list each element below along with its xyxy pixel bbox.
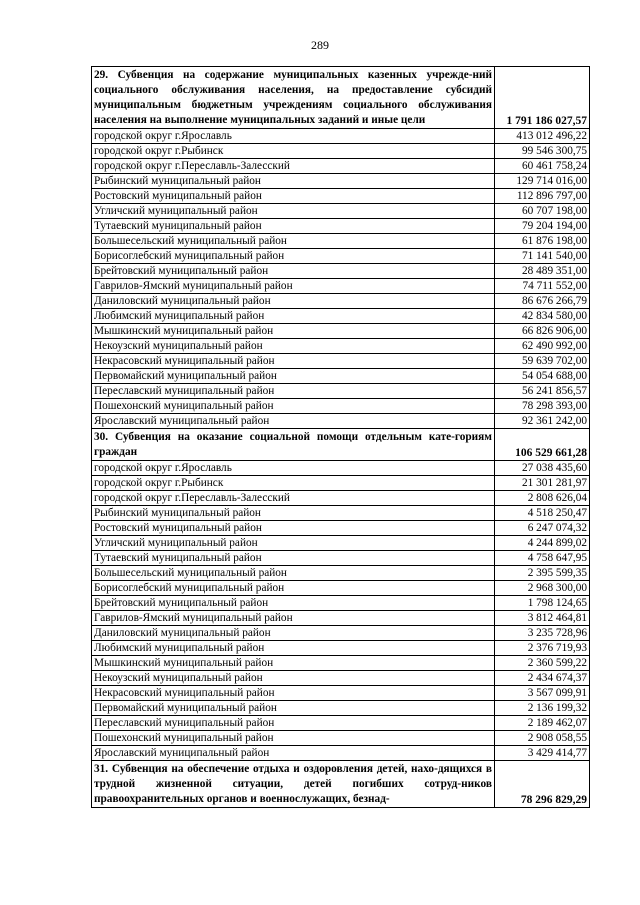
table-row — [92, 249, 590, 264]
municipality-name: Первомайский муниципальный район — [92, 369, 495, 384]
table-row — [92, 596, 590, 611]
municipality-name: городской округ г.Переславль-Залесский — [92, 159, 495, 174]
section-header-row — [92, 67, 590, 129]
municipality-name: Пошехонский муниципальный район — [92, 399, 495, 414]
table-row — [92, 414, 590, 429]
table-row — [92, 626, 590, 641]
amount-value: 2 189 462,07 — [495, 716, 590, 731]
municipality-name: Некоузский муниципальный район — [92, 671, 495, 686]
table-row — [92, 159, 590, 174]
section-header-row — [92, 761, 590, 808]
amount-value: 61 876 198,00 — [495, 234, 590, 249]
amount-value: 3 235 728,96 — [495, 626, 590, 641]
municipality-name: Борисоглебский муниципальный район — [92, 249, 495, 264]
municipality-name: Рыбинский муниципальный район — [92, 506, 495, 521]
municipality-name: Рыбинский муниципальный район — [92, 174, 495, 189]
table-row — [92, 656, 590, 671]
municipality-name: Гаврилов-Ямский муниципальный район — [92, 611, 495, 626]
amount-value: 2 434 674,37 — [495, 671, 590, 686]
amount-value: 28 489 351,00 — [495, 264, 590, 279]
amount-value: 3 429 414,77 — [495, 746, 590, 761]
amount-value: 2 136 199,32 — [495, 701, 590, 716]
amount-value: 56 241 856,57 — [495, 384, 590, 399]
municipality-name: Пошехонский муниципальный район — [92, 731, 495, 746]
table-row — [92, 144, 590, 159]
table-row — [92, 566, 590, 581]
amount-value: 99 546 300,75 — [495, 144, 590, 159]
municipality-name: Некоузский муниципальный район — [92, 339, 495, 354]
amount-value: 86 676 266,79 — [495, 294, 590, 309]
page-number: 289 — [311, 38, 329, 52]
table-row — [92, 384, 590, 399]
table-row — [92, 686, 590, 701]
amount-value: 78 298 393,00 — [495, 399, 590, 414]
table-row — [92, 731, 590, 746]
municipality-name: Некрасовский муниципальный район — [92, 354, 495, 369]
amount-value: 66 826 906,00 — [495, 324, 590, 339]
table-row — [92, 641, 590, 656]
amount-value: 74 711 552,00 — [495, 279, 590, 294]
municipality-name: Первомайский муниципальный район — [92, 701, 495, 716]
municipality-name: Любимский муниципальный район — [92, 309, 495, 324]
amount-value: 60 461 758,24 — [495, 159, 590, 174]
table-row — [92, 521, 590, 536]
table-row — [92, 294, 590, 309]
amount-value: 2 376 719,93 — [495, 641, 590, 656]
amount-value: 62 490 992,00 — [495, 339, 590, 354]
municipality-name: Тутаевский муниципальный район — [92, 551, 495, 566]
table-row — [92, 234, 590, 249]
amount-value: 2 968 300,00 — [495, 581, 590, 596]
amount-value: 112 896 797,00 — [495, 189, 590, 204]
section-title: 29. Субвенция на содержание муниципальных казенных учрежде-ний социального обслуживания населения, на предоставление субсидий муниципальным бюджетным учреждениям социального обслуживания населения на выполнение муниципальных заданий и иные цели — [92, 67, 495, 129]
amount-value: 79 204 194,00 — [495, 219, 590, 234]
amount-value: 59 639 702,00 — [495, 354, 590, 369]
amount-value: 2 360 599,22 — [495, 656, 590, 671]
table-row — [92, 716, 590, 731]
table-row — [92, 476, 590, 491]
municipality-name: Тутаевский муниципальный район — [92, 219, 495, 234]
municipality-name: городской округ г.Рыбинск — [92, 476, 495, 491]
amount-value: 27 038 435,60 — [495, 461, 590, 476]
amount-value: 4 758 647,95 — [495, 551, 590, 566]
amount-value: 129 714 016,00 — [495, 174, 590, 189]
municipality-name: Угличский муниципальный район — [92, 536, 495, 551]
table-row — [92, 264, 590, 279]
municipality-name: Ростовский муниципальный район — [92, 189, 495, 204]
table-row — [92, 129, 590, 144]
municipality-name: Борисоглебский муниципальный район — [92, 581, 495, 596]
amount-value: 3 812 464,81 — [495, 611, 590, 626]
amount-value: 21 301 281,97 — [495, 476, 590, 491]
table-row — [92, 611, 590, 626]
table-row — [92, 219, 590, 234]
municipality-name: городской округ г.Ярославль — [92, 129, 495, 144]
municipality-name: Гаврилов-Ямский муниципальный район — [92, 279, 495, 294]
subvention-table-body — [92, 67, 590, 808]
municipality-name: городской округ г.Переславль-Залесский — [92, 491, 495, 506]
table-row — [92, 746, 590, 761]
municipality-name: городской округ г.Рыбинск — [92, 144, 495, 159]
table-row — [92, 309, 590, 324]
table-row — [92, 701, 590, 716]
municipality-name: Ярославский муниципальный район — [92, 746, 495, 761]
table-row — [92, 461, 590, 476]
table-row — [92, 189, 590, 204]
amount-value: 2 395 599,35 — [495, 566, 590, 581]
municipality-name: Мышкинский муниципальный район — [92, 324, 495, 339]
municipality-name: Большесельский муниципальный район — [92, 566, 495, 581]
amount-value: 4 244 899,02 — [495, 536, 590, 551]
section-total: 1 791 186 027,57 — [495, 67, 590, 129]
municipality-name: городской округ г.Ярославль — [92, 461, 495, 476]
municipality-name: Переславский муниципальный район — [92, 384, 495, 399]
amount-value: 92 361 242,00 — [495, 414, 590, 429]
municipality-name: Ростовский муниципальный район — [92, 521, 495, 536]
amount-value: 60 707 198,00 — [495, 204, 590, 219]
table-row — [92, 491, 590, 506]
subvention-table — [91, 66, 590, 808]
amount-value: 6 247 074,32 — [495, 521, 590, 536]
amount-value: 42 834 580,00 — [495, 309, 590, 324]
section-title: 30. Субвенция на оказание социальной помощи отдельным кате-гориям граждан — [92, 429, 495, 461]
table-row — [92, 506, 590, 521]
amount-value: 2 808 626,04 — [495, 491, 590, 506]
table-row — [92, 204, 590, 219]
section-header-row — [92, 429, 590, 461]
amount-value: 3 567 099,91 — [495, 686, 590, 701]
table-row — [92, 581, 590, 596]
municipality-name: Даниловский муниципальный район — [92, 626, 495, 641]
municipality-name: Некрасовский муниципальный район — [92, 686, 495, 701]
table-row — [92, 399, 590, 414]
amount-value: 1 798 124,65 — [495, 596, 590, 611]
amount-value: 2 908 058,55 — [495, 731, 590, 746]
municipality-name: Большесельский муниципальный район — [92, 234, 495, 249]
table-row — [92, 551, 590, 566]
table-row — [92, 279, 590, 294]
section-total: 78 296 829,29 — [495, 761, 590, 808]
municipality-name: Даниловский муниципальный район — [92, 294, 495, 309]
table-row — [92, 174, 590, 189]
municipality-name: Любимский муниципальный район — [92, 641, 495, 656]
municipality-name: Мышкинский муниципальный район — [92, 656, 495, 671]
municipality-name: Угличский муниципальный район — [92, 204, 495, 219]
table-row — [92, 324, 590, 339]
amount-value: 71 141 540,00 — [495, 249, 590, 264]
table-row — [92, 671, 590, 686]
table-row — [92, 339, 590, 354]
table-row — [92, 354, 590, 369]
section-total: 106 529 661,28 — [495, 429, 590, 461]
amount-value: 413 012 496,22 — [495, 129, 590, 144]
municipality-name: Переславский муниципальный район — [92, 716, 495, 731]
municipality-name: Ярославский муниципальный район — [92, 414, 495, 429]
amount-value: 4 518 250,47 — [495, 506, 590, 521]
municipality-name: Брейтовский муниципальный район — [92, 596, 495, 611]
table-row — [92, 369, 590, 384]
municipality-name: Брейтовский муниципальный район — [92, 264, 495, 279]
section-title: 31. Субвенция на обеспечение отдыха и оздоровления детей, нахо-дящихся в трудной жизненной ситуации, детей погибших сотруд-ников правоохранительных органов и военнослужащих, безнад- — [92, 761, 495, 808]
table-row — [92, 536, 590, 551]
amount-value: 54 054 688,00 — [495, 369, 590, 384]
